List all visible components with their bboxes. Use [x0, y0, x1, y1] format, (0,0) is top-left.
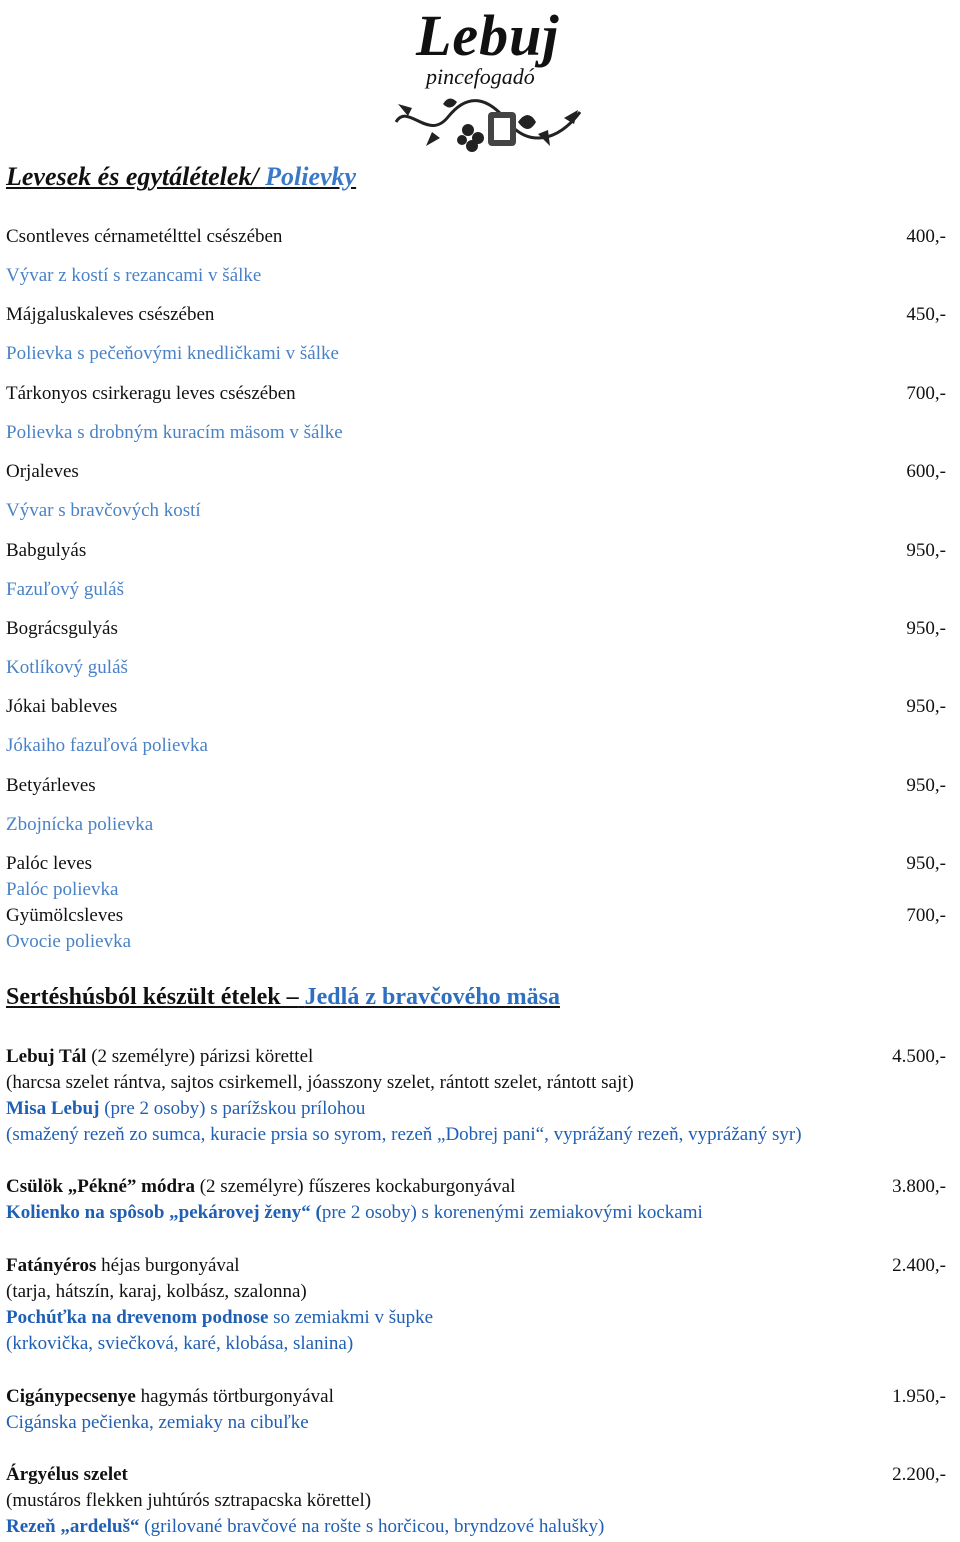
dish-sk: Cigánska pečienka, zemiaky na cibuľke — [6, 1412, 309, 1433]
item-name: Csontleves cérnametélttel csészében — [6, 226, 283, 247]
dish-side: héjas burgonyával — [96, 1255, 240, 1276]
soups-heading-sk: Polievky — [265, 162, 357, 191]
pork-heading-hu: Sertéshúsból készült ételek – — [6, 984, 299, 1010]
logo-subtitle: pincefogadó — [426, 64, 535, 89]
dish-side-sk: pre 2 osoby) s korenenými zemiakovými kockami — [321, 1202, 703, 1223]
soup-item-hu — [6, 618, 946, 640]
dish-hu — [6, 1255, 946, 1277]
dish-side-sk: (pre 2 osoby) s parížskou prílohou — [99, 1098, 366, 1119]
item-name: Babgulyás — [6, 540, 87, 561]
soup-item-sk: Palóc polievka — [6, 879, 119, 900]
dish-hu — [6, 1176, 946, 1198]
dish-sk — [6, 1098, 946, 1120]
soup-item-sk: Vývar z kostí s rezancami v šálke — [6, 265, 262, 286]
soup-item-hu — [6, 905, 946, 927]
item-name: Betyárleves — [6, 775, 96, 796]
dish-name: Csülök „Pékné” módra — [6, 1176, 195, 1197]
soup-item-sk: Polievka s drobným kuracím mäsom v šálke — [6, 422, 343, 443]
dish-price: 1.950,- — [892, 1386, 946, 1407]
item-price: 700,- — [906, 905, 946, 926]
dish-name-sk: Rezeň „ardeluš“ — [6, 1516, 140, 1537]
dish-side: (2 személyre) párizsi körettel — [86, 1046, 314, 1067]
item-name: Orjaleves — [6, 461, 79, 482]
item-name: Jókai bableves — [6, 696, 118, 717]
item-price: 950,- — [906, 540, 946, 561]
item-name: Májgaluskaleves csészében — [6, 304, 215, 325]
item-price: 950,- — [906, 696, 946, 717]
dish-hu — [6, 1046, 946, 1068]
dish-price: 4.500,- — [892, 1046, 946, 1067]
dish-sk — [6, 1516, 946, 1538]
dish-description-sk: (smažený rezeň zo sumca, kuracie prsia so syrom, rezeň „Dobrej pani“, vyprážaný rezeň, vyprážaný syr) — [6, 1124, 802, 1145]
soup-item-sk: Zbojnícka polievka — [6, 814, 154, 835]
item-price: 400,- — [906, 226, 946, 247]
dish-side: hagymás törtburgonyával — [135, 1386, 334, 1407]
item-name: Palóc leves — [6, 853, 93, 874]
dish-name: Lebuj Tál — [6, 1046, 87, 1067]
pork-heading — [6, 984, 560, 1011]
grape-vine-illustration — [388, 82, 588, 162]
soup-item-sk: Fazuľový guláš — [6, 579, 125, 600]
soup-item-sk: Vývar s bravčových kostí — [6, 500, 201, 521]
pork-heading-sk: Jedlá z bravčového mäsa — [304, 984, 560, 1010]
dish-price: 2.400,- — [892, 1255, 946, 1276]
soup-item-hu — [6, 304, 946, 326]
dish-description-sk: (krkovička, sviečková, karé, klobása, slanina) — [6, 1333, 354, 1354]
dish-description-hu: (harcsa szelet rántva, sajtos csirkemell, jóasszony szelet, rántott szelet, rántott sajt) — [6, 1072, 634, 1093]
item-price: 950,- — [906, 618, 946, 639]
soup-item-hu — [6, 540, 946, 562]
soup-item-hu — [6, 775, 946, 797]
item-price: 950,- — [906, 775, 946, 796]
soup-item-sk: Ovocie polievka — [6, 931, 132, 952]
dish-name-sk: Kolienko na spôsob „pekárovej ženy“ ( — [6, 1202, 322, 1223]
soup-item-sk: Polievka s pečeňovými knedličkami v šálke — [6, 343, 339, 364]
logo-title: Lebuj — [416, 3, 560, 68]
soup-item-sk: Kotlíkový guláš — [6, 657, 128, 678]
dish-name: Árgyélus szelet — [6, 1464, 128, 1485]
dish-name-sk: Misa Lebuj — [6, 1098, 100, 1119]
soup-item-hu — [6, 383, 946, 405]
dish-price: 3.800,- — [892, 1176, 946, 1197]
dish-description-hu: (tarja, hátszín, karaj, kolbász, szalonna) — [6, 1281, 307, 1302]
item-price: 450,- — [906, 304, 946, 325]
soup-item-hu — [6, 696, 946, 718]
dish-hu — [6, 1386, 946, 1408]
dish-description-hu: (mustáros flekken juhtúrós sztrapacska körettel) — [6, 1490, 372, 1511]
dish-side: (2 személyre) fűszeres kockaburgonyával — [194, 1176, 516, 1197]
item-name: Gyümölcsleves — [6, 905, 124, 926]
soup-item-hu — [6, 226, 946, 248]
soup-item-hu — [6, 461, 946, 483]
dish-sk — [6, 1307, 946, 1329]
dish-side-sk: (grilované bravčové na rošte s horčicou, bryndzové halušky) — [139, 1516, 605, 1537]
dish-side-sk: so zemiakmi v šupke — [268, 1307, 434, 1328]
dish-name: Fatányéros — [6, 1255, 97, 1276]
item-name: Tárkonyos csirkeragu leves csészében — [6, 383, 296, 404]
dish-name: Cigánypecsenye — [6, 1386, 136, 1407]
item-price: 700,- — [906, 383, 946, 404]
dish-price: 2.200,- — [892, 1464, 946, 1485]
restaurant-logo — [388, 2, 588, 162]
soups-heading — [6, 162, 356, 192]
item-name: Bográcsgulyás — [6, 618, 118, 639]
soup-item-hu — [6, 853, 946, 875]
soup-item-sk: Jókaiho fazuľová polievka — [6, 735, 208, 756]
dish-name-sk: Pochúťka na drevenom podnose — [6, 1307, 269, 1328]
dish-hu — [6, 1464, 946, 1486]
item-price: 950,- — [906, 853, 946, 874]
soups-heading-hu: Levesek és egytálételek/ — [6, 162, 259, 191]
item-price: 600,- — [906, 461, 946, 482]
dish-sk — [6, 1202, 946, 1224]
